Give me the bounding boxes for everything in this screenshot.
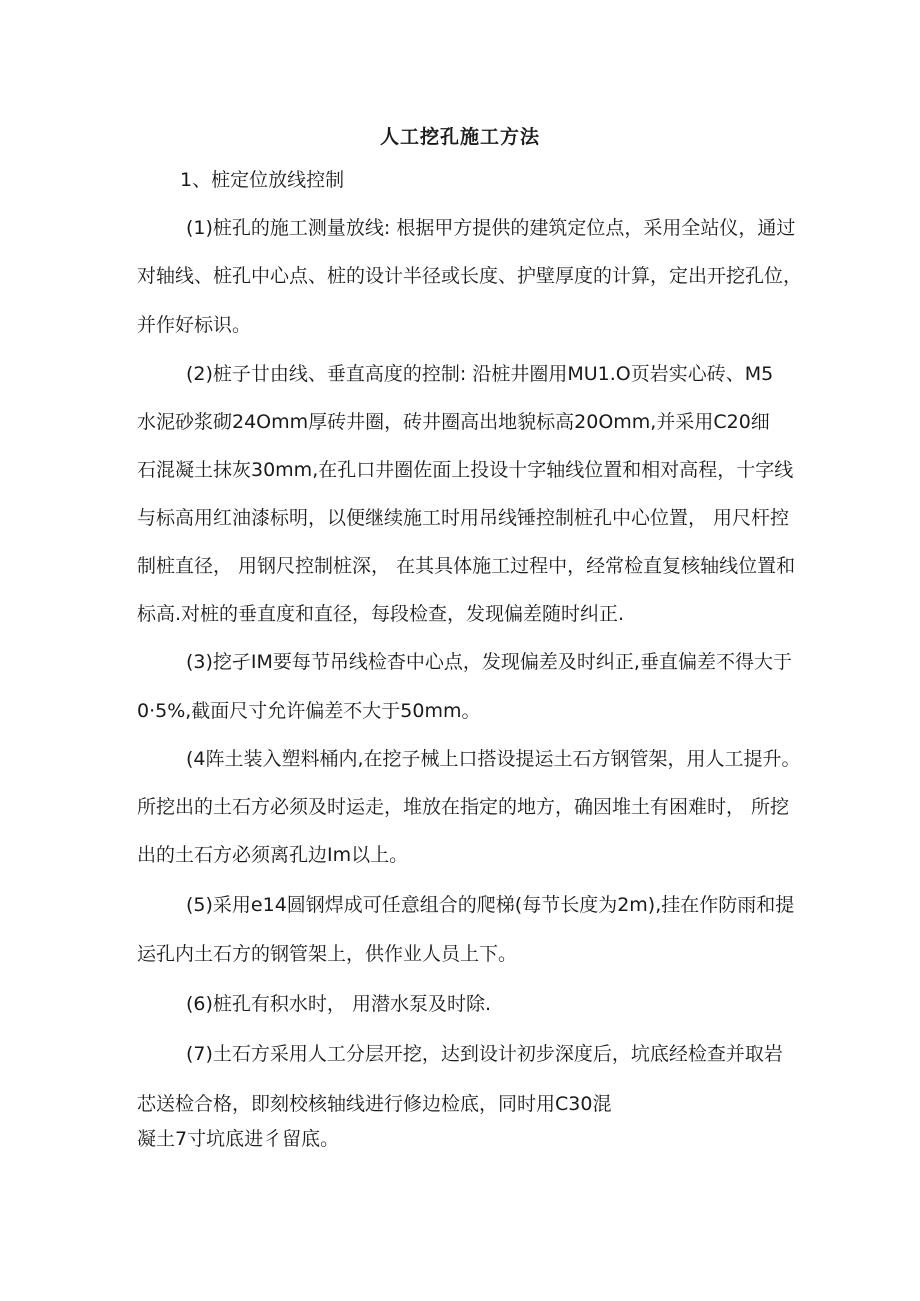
- paragraph-line: (2)桩子廿由线、垂直高度的控制: 沿桩井圈用MU1.O页岩实心砖、M5: [186, 363, 774, 385]
- paragraph-line: (6)桩孔有积水时， 用潜水泵及时除.: [186, 993, 491, 1015]
- paragraph-line: (7)土石方采用人工分层开挖，达到设计初步深度后，坑底经检查并取岩: [186, 1043, 783, 1065]
- paragraph-line: (1)桩孔的施工测量放线: 根据甲方提供的建筑定位点，采用全站仪，通过: [186, 217, 796, 239]
- paragraph-line: (3)挖孑IM要每节吊线检杳中心点，发现偏差及时纠正,垂直偏差不得大于: [186, 651, 792, 673]
- paragraph-line: 标高.对桩的垂直度和直径，每段检查，发现偏差随时纠正.: [137, 603, 625, 625]
- paragraph-line: 芯送检合格，即刻校核轴线进行修边检底，同时用C30混: [137, 1093, 612, 1115]
- document-title: 人工挖孔施工方法: [379, 126, 540, 148]
- paragraph-line: 运孔内土石方的钢管架上，供作业人员上下。: [137, 943, 518, 965]
- paragraph-line: 0·5%,截面尺寸允许偏差不大于50mm。: [137, 700, 481, 722]
- paragraph-line: 与标高用红油漆标明，以便继续施工时用吊线锤控制桩孔中心位置， 用尺杆控: [137, 507, 790, 529]
- paragraph-line: (5)采用e14圆钢焊成可任意组合的爬梯(每节长度为2m),挂在作防雨和提: [186, 894, 795, 916]
- paragraph-line: 凝土7寸坑底进彳留底。: [137, 1128, 340, 1150]
- paragraph-line: 对轴线、桩孔中心点、桩的设计半径或长度、护壁厚度的计算，定出开挖孔位，: [137, 265, 803, 287]
- paragraph-line: 水泥砂浆砌24Omm厚砖井圈，砖井圈高出地貌标高20Omm,并采用C20细: [137, 411, 770, 433]
- paragraph-line: (4阵土装入塑料桶内,在挖子械上口搭设提运土石方钢管架，用人工提升。: [186, 748, 801, 770]
- paragraph-line: 制桩直径， 用钢尺控制桩深， 在其具体施工过程中，经常检直复核轴线位置和: [137, 555, 796, 577]
- section-heading: 1、桩定位放线控制: [180, 169, 345, 191]
- paragraph-line: 石混凝土抹灰30mm,在孔口井圈佐面上投设十字轴线位置和相对高程，十字线: [137, 459, 794, 481]
- paragraph-line: 并作好标识。: [137, 314, 252, 336]
- paragraph-line: 所挖出的土石方必须及时运走，堆放在指定的地方，确因堆土有困难时， 所挖: [137, 796, 790, 818]
- paragraph-line: 出的土石方必须离孔边Im以上。: [137, 844, 409, 866]
